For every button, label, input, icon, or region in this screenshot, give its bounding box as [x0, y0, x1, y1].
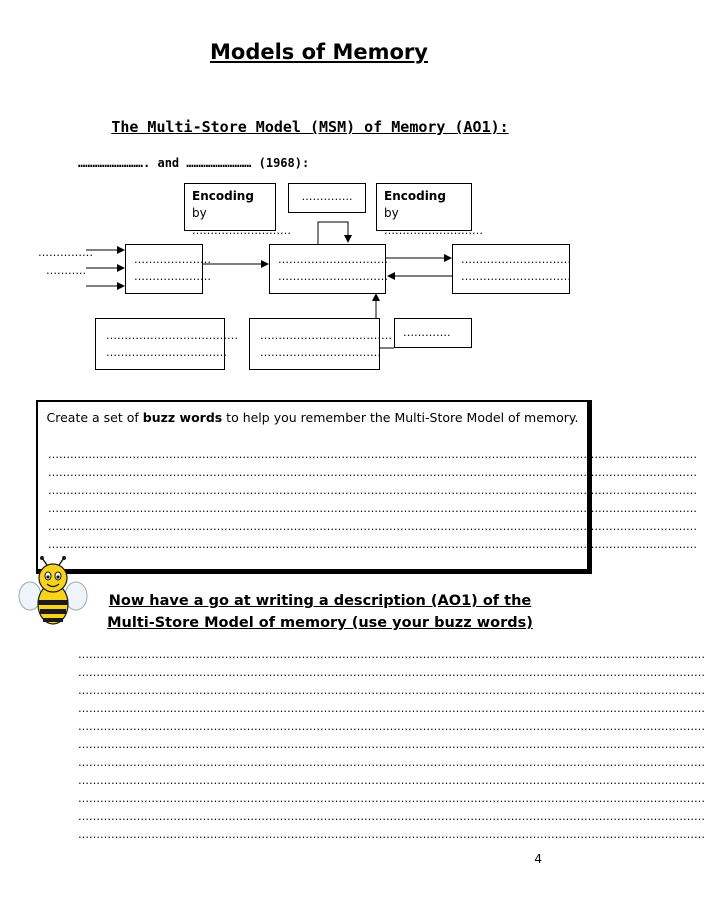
buzz-text-after: to help you remember the Multi-Store Model of memory.: [222, 410, 579, 425]
stimulus-label: [38, 244, 93, 280]
stimulus-blank-2: ………..: [46, 264, 86, 277]
description-line[interactable]: ………………………………………………………………………………………………………………………………………………………: [78, 756, 705, 769]
buzz-instruction: [38, 410, 587, 425]
page-number: 4: [534, 852, 542, 866]
store3-blank-1: …………………………: [461, 253, 571, 266]
buzz-words-panel: [36, 400, 697, 574]
encoding-box-right: [376, 183, 483, 237]
buzz-line[interactable]: ……………………………………………………………………………………………………………………………………………………………: [48, 448, 697, 461]
bottom1-blank-2: ……………………………: [106, 346, 227, 359]
encoding-right-by: by: [384, 206, 399, 220]
encoding-left-blank: ………………………: [192, 224, 291, 237]
store-box-3: [452, 244, 570, 294]
description-line[interactable]: ………………………………………………………………………………………………………………………………………………………: [78, 828, 705, 841]
buzz-text-before: Create a set of: [46, 410, 143, 425]
bottom3-blank-1: ………….: [403, 326, 451, 339]
description-line[interactable]: ………………………………………………………………………………………………………………………………………………………: [78, 648, 705, 661]
page-title: Models of Memory: [210, 40, 428, 64]
bottom-box-2: [249, 318, 392, 370]
store1-blank-1: …………………: [134, 253, 211, 266]
description-heading: Now have a go at writing a description (AO1) of the Multi-Store Model of memory (use your buzz words): [107, 593, 533, 631]
description-line[interactable]: ………………………………………………………………………………………………………………………………………………………: [78, 702, 705, 715]
bottom-box-1: [95, 318, 238, 370]
bottom1-blank-1: ………………………………: [106, 329, 238, 342]
encoding-right-label: Encoding: [384, 189, 446, 203]
intro-fill-in: ………………………. and ……………………… (1968):: [78, 156, 310, 170]
top-middle-blank: …………..: [301, 190, 353, 203]
stimulus-blank-1: ……………: [38, 246, 93, 259]
store2-blank-1: …………………………: [278, 253, 388, 266]
encoding-box-left: [184, 183, 291, 237]
encoding-left-by: by: [192, 206, 207, 220]
buzz-line[interactable]: ……………………………………………………………………………………………………………………………………………………………: [48, 520, 697, 533]
description-line[interactable]: ………………………………………………………………………………………………………………………………………………………: [78, 792, 705, 805]
store2-blank-2: …………………………: [278, 270, 388, 283]
description-line[interactable]: ………………………………………………………………………………………………………………………………………………………: [78, 774, 705, 787]
bottom2-blank-2: ……………………………: [260, 346, 381, 359]
description-line[interactable]: ………………………………………………………………………………………………………………………………………………………: [78, 810, 705, 823]
description-line[interactable]: ………………………………………………………………………………………………………………………………………………………: [78, 738, 705, 751]
buzz-line[interactable]: ……………………………………………………………………………………………………………………………………………………………: [48, 502, 697, 515]
store1-blank-2: …………………: [134, 270, 211, 283]
encoding-left-label: Encoding: [192, 189, 254, 203]
buzz-line[interactable]: ……………………………………………………………………………………………………………………………………………………………: [48, 484, 697, 497]
buzz-line[interactable]: ……………………………………………………………………………………………………………………………………………………………: [48, 466, 697, 479]
description-line[interactable]: ………………………………………………………………………………………………………………………………………………………: [78, 684, 705, 697]
store-box-1: [125, 244, 211, 294]
description-line[interactable]: ………………………………………………………………………………………………………………………………………………………: [78, 666, 705, 679]
top-middle-box: [288, 183, 366, 213]
description-line[interactable]: ………………………………………………………………………………………………………………………………………………………: [78, 720, 705, 733]
store3-blank-2: …………………………: [461, 270, 571, 283]
buzz-line[interactable]: ……………………………………………………………………………………………………………………………………………………………: [48, 538, 697, 551]
bottom2-blank-1: ………………………………: [260, 329, 392, 342]
buzz-text-bold: buzz words: [142, 410, 223, 425]
section-subtitle: The Multi-Store Model (MSM) of Memory (AO1):: [111, 118, 509, 136]
bottom-box-3: [394, 318, 472, 348]
bee-icon: [18, 556, 88, 630]
store-box-2: [269, 244, 386, 294]
encoding-right-blank: ………………………: [384, 224, 483, 237]
